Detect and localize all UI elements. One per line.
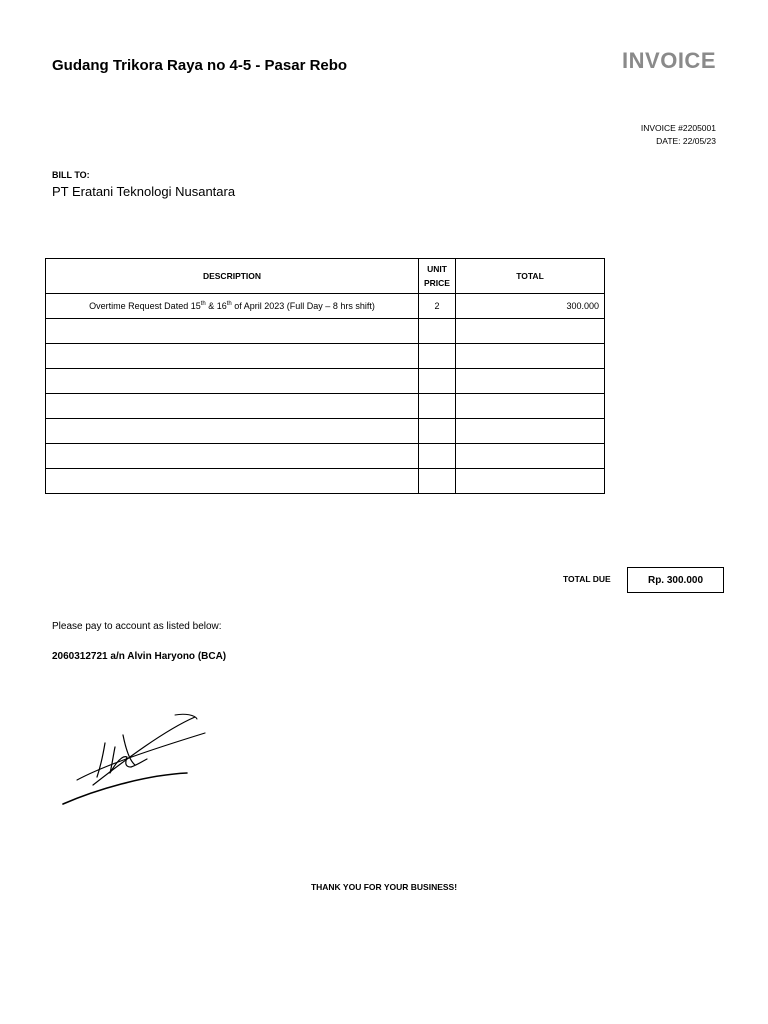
signature-flourish [175, 714, 197, 719]
row-unit-price [419, 319, 456, 344]
row-total [455, 469, 604, 494]
table-row [46, 419, 605, 444]
row-unit-price [419, 469, 456, 494]
row-total: 300.000 [455, 294, 604, 319]
header-total: TOTAL [455, 259, 604, 294]
row-total [455, 344, 604, 369]
payment-note: Please pay to account as listed below: [52, 621, 222, 632]
desc-part2: & 16 [205, 301, 227, 311]
items-table [45, 258, 605, 494]
table-row [46, 444, 605, 469]
table-row [46, 469, 605, 494]
row-total [455, 369, 604, 394]
row-total [455, 319, 604, 344]
header-description: DESCRIPTION [46, 259, 419, 294]
row-description [46, 369, 419, 394]
table-row [46, 394, 605, 419]
total-due-value: Rp. 300.000 [627, 567, 724, 593]
row-unit-price [419, 419, 456, 444]
desc-sup1: th [200, 301, 206, 307]
desc-sup2: th [226, 301, 232, 307]
row-total [455, 419, 604, 444]
row-total [455, 444, 604, 469]
row-description [46, 319, 419, 344]
bank-account: 2060312721 a/n Alvin Haryono (BCA) [52, 651, 227, 662]
bill-to-name: PT Eratani Teknologi Nusantara [52, 184, 236, 199]
signature-letters [97, 735, 147, 777]
header-unit-price [419, 259, 456, 294]
row-unit-price [419, 394, 456, 419]
row-description [46, 344, 419, 369]
desc-part1: Overtime Request Dated 15 [89, 301, 201, 311]
signature-image [55, 705, 225, 815]
row-unit-price [419, 344, 456, 369]
row-unit-price: 2 [419, 294, 456, 319]
row-description [46, 469, 419, 494]
row-unit-price [419, 444, 456, 469]
desc-part3: of April 2023 (Full Day – 8 hrs shift) [231, 301, 375, 311]
table-row [46, 369, 605, 394]
invoice-title: INVOICE [622, 48, 716, 73]
invoice-number: INVOICE #2205001 [640, 123, 716, 133]
table-row [46, 319, 605, 344]
row-description [46, 394, 419, 419]
header-unit-price-line1: UNIT [427, 264, 447, 274]
invoice-date: DATE: 22/05/23 [656, 136, 716, 146]
header-unit-price-line2: PRICE [424, 278, 450, 288]
bill-to-label: BILL TO: [52, 170, 90, 180]
row-description [46, 294, 419, 319]
table-row [46, 294, 605, 319]
thank-you-message: THANK YOU FOR YOUR BUSINESS! [310, 882, 458, 892]
table-header-row [46, 259, 605, 294]
invoice-meta [641, 122, 716, 148]
table-row [46, 344, 605, 369]
row-total [455, 394, 604, 419]
row-description [46, 444, 419, 469]
signature-diagonal [93, 717, 195, 785]
row-description [46, 419, 419, 444]
total-due-label: TOTAL DUE [563, 574, 611, 584]
company-address: Gudang Trikora Raya no 4-5 - Pasar Rebo [52, 57, 348, 74]
row-unit-price [419, 369, 456, 394]
